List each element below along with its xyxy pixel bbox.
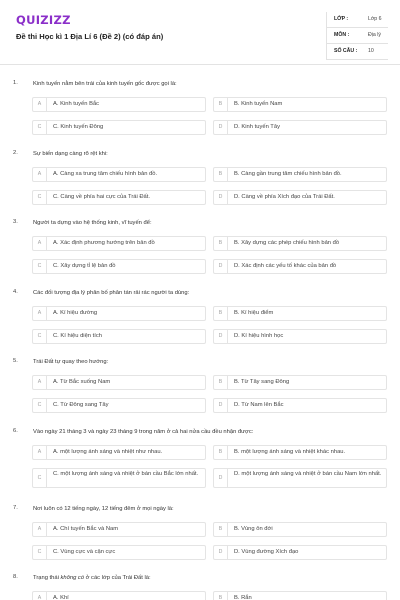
option-c[interactable] bbox=[32, 190, 206, 205]
meta-label: SỐ CÂU : bbox=[334, 48, 358, 54]
quizizz-logo: QUIZIZZ bbox=[16, 13, 71, 27]
option-text: A. một lượng ánh sáng và nhiệt như nhau. bbox=[53, 449, 163, 455]
option-text: C. Càng về phía hai cực của Trái Đất. bbox=[53, 194, 150, 200]
question-8 bbox=[0, 574, 400, 600]
option-letter: C bbox=[33, 260, 47, 273]
option-text: D. Càng về phía Xích đạo của Trái Đất. bbox=[234, 194, 335, 200]
option-b[interactable] bbox=[213, 591, 387, 600]
option-a[interactable] bbox=[32, 236, 206, 251]
option-d[interactable] bbox=[213, 398, 387, 413]
option-letter: D bbox=[214, 399, 228, 412]
option-text: A. Khí bbox=[53, 595, 69, 600]
option-d[interactable] bbox=[213, 259, 387, 274]
option-letter: D bbox=[214, 191, 228, 204]
option-a[interactable] bbox=[32, 97, 206, 112]
option-b[interactable] bbox=[213, 236, 387, 251]
option-letter: B bbox=[214, 307, 228, 320]
question-7 bbox=[0, 505, 400, 575]
option-text: B. Rắn bbox=[234, 595, 252, 600]
option-text: B. Càng gần trung tâm chiếu hình bản đồ. bbox=[234, 171, 342, 177]
option-c[interactable] bbox=[32, 468, 206, 488]
option-b[interactable] bbox=[213, 97, 387, 112]
option-text: C. Kí hiệu diện tích bbox=[53, 333, 102, 339]
question-3 bbox=[0, 219, 400, 289]
option-letter: C bbox=[33, 191, 47, 204]
option-text: D. Vùng đường Xích đạo bbox=[234, 549, 299, 555]
question-number: 2. bbox=[13, 150, 18, 156]
question-number: 7. bbox=[13, 505, 18, 511]
option-letter: D bbox=[214, 121, 228, 134]
option-letter: B bbox=[214, 98, 228, 111]
option-d[interactable] bbox=[213, 120, 387, 135]
option-a[interactable] bbox=[32, 591, 206, 600]
question-number: 4. bbox=[13, 289, 18, 295]
option-text: C. Vùng cực và cận cực bbox=[53, 549, 116, 555]
option-text: B. Vùng ôn đới bbox=[234, 526, 273, 532]
question-text: Trái Đất tự quay theo hướng: bbox=[33, 359, 109, 365]
option-text: A. Xác định phương hướng trên bản đồ bbox=[53, 240, 155, 246]
option-b[interactable] bbox=[213, 375, 387, 390]
option-letter: A bbox=[33, 446, 47, 459]
option-text: A. Càng xa trung tâm chiếu hình bản đồ. bbox=[53, 171, 158, 177]
question-number: 1. bbox=[13, 80, 18, 86]
option-letter: A bbox=[33, 168, 47, 181]
option-a[interactable] bbox=[32, 445, 206, 460]
option-d[interactable] bbox=[213, 468, 387, 488]
option-c[interactable] bbox=[32, 329, 206, 344]
option-b[interactable] bbox=[213, 167, 387, 182]
option-text: B. Kí hiệu điểm bbox=[234, 310, 274, 316]
question-1 bbox=[0, 80, 400, 150]
question-number: 3. bbox=[13, 219, 18, 225]
option-text: D. Từ Nam lên Bắc bbox=[234, 402, 284, 408]
meta-label: LỚP : bbox=[334, 16, 349, 22]
question-text: Kinh tuyến nằm bên trái của kinh tuyến gốc được gọi là: bbox=[33, 81, 177, 87]
option-text: A. Từ Bắc xuống Nam bbox=[53, 379, 111, 385]
option-text: C. một lượng ánh sáng và nhiệt ở bán cầu Bắc lớn nhất. bbox=[53, 471, 199, 477]
option-text: B. Xây dựng các phép chiếu hình bản đồ bbox=[234, 240, 340, 246]
option-text: B. Kinh tuyến Nam bbox=[234, 101, 283, 107]
option-letter: B bbox=[214, 237, 228, 250]
option-letter: B bbox=[214, 592, 228, 600]
page-title: Đề thi Học kì 1 Địa Lí 6 (Đề 2) (có đáp án) bbox=[16, 32, 164, 41]
option-letter: A bbox=[33, 523, 47, 536]
option-letter: B bbox=[214, 168, 228, 181]
question-number: 5. bbox=[13, 358, 18, 364]
question-text: Người ta dựng vào hệ thống kinh, vĩ tuyến để: bbox=[33, 220, 152, 226]
option-letter: C bbox=[33, 121, 47, 134]
meta-label: MÔN : bbox=[334, 32, 350, 38]
option-letter: A bbox=[33, 98, 47, 111]
option-text: B. Từ Tây sang Đông bbox=[234, 379, 290, 385]
option-text: C. Từ Đông sang Tây bbox=[53, 402, 109, 408]
question-text: Nơi luôn có 12 tiếng ngày, 12 tiếng đêm ở mọi ngày là: bbox=[33, 506, 174, 512]
question-5 bbox=[0, 358, 400, 428]
question-text: Vào ngày 21 tháng 3 và ngày 23 tháng 9 trong năm ở cả hai nửa cầu đều nhận được: bbox=[33, 429, 254, 435]
option-letter: B bbox=[214, 376, 228, 389]
question-text: Các đối tượng địa lý phân bố phân tán rải rác người ta dùng: bbox=[33, 290, 190, 296]
question-number: 8. bbox=[13, 574, 18, 580]
option-b[interactable] bbox=[213, 522, 387, 537]
question-text: Trạng thái không có ở các lớp của Trái Đất là: bbox=[33, 575, 151, 581]
option-text: C. Xây dựng tỉ lệ bản đồ bbox=[53, 263, 116, 269]
option-letter: C bbox=[33, 469, 47, 487]
option-b[interactable] bbox=[213, 306, 387, 321]
option-a[interactable] bbox=[32, 522, 206, 537]
quiz-header bbox=[0, 0, 400, 66]
option-letter: B bbox=[214, 523, 228, 536]
meta-value: 10 bbox=[368, 48, 374, 54]
question-6 bbox=[0, 428, 400, 503]
option-letter: C bbox=[33, 399, 47, 412]
question-number: 6. bbox=[13, 428, 18, 434]
option-text: A. Kinh tuyến Bắc bbox=[53, 101, 100, 107]
option-letter: A bbox=[33, 376, 47, 389]
option-b[interactable] bbox=[213, 445, 387, 460]
option-letter: D bbox=[214, 260, 228, 273]
option-letter: A bbox=[33, 237, 47, 250]
header-divider bbox=[0, 64, 400, 65]
option-a[interactable] bbox=[32, 375, 206, 390]
option-letter: D bbox=[214, 330, 228, 343]
option-letter: A bbox=[33, 592, 47, 600]
option-a[interactable] bbox=[32, 306, 206, 321]
option-text: D. Kí hiệu hình học bbox=[234, 333, 284, 339]
option-text: A. Chí tuyến Bắc và Nam bbox=[53, 526, 119, 532]
option-c[interactable] bbox=[32, 120, 206, 135]
option-letter: D bbox=[214, 546, 228, 559]
option-letter: C bbox=[33, 546, 47, 559]
question-text: Sự biến dạng càng rõ rệt khi: bbox=[33, 151, 108, 157]
option-text: B. một lượng ánh sáng và nhiệt khác nhau. bbox=[234, 449, 346, 455]
option-d[interactable] bbox=[213, 190, 387, 205]
option-text: D. Kinh tuyến Tây bbox=[234, 124, 280, 130]
option-d[interactable] bbox=[213, 545, 387, 560]
meta-value: Lớp 6 bbox=[368, 16, 382, 22]
option-letter: B bbox=[214, 446, 228, 459]
question-2 bbox=[0, 150, 400, 220]
option-c[interactable] bbox=[32, 259, 206, 274]
option-text: C. Kinh tuyến Đông bbox=[53, 124, 104, 130]
option-text: A. Kí hiệu đường bbox=[53, 310, 98, 316]
option-c[interactable] bbox=[32, 398, 206, 413]
option-a[interactable] bbox=[32, 167, 206, 182]
option-text: D. một lượng ánh sáng và nhiệt ở bán cầu Nam lớn nhất. bbox=[234, 471, 382, 477]
meta-row-class bbox=[326, 12, 388, 28]
meta-row-subject bbox=[326, 28, 388, 44]
option-letter: D bbox=[214, 469, 228, 487]
option-letter: C bbox=[33, 330, 47, 343]
meta-value: Địa lý bbox=[368, 32, 381, 38]
option-c[interactable] bbox=[32, 545, 206, 560]
question-4 bbox=[0, 289, 400, 359]
option-text: D. Xác định các yếu tố khác của bản đồ bbox=[234, 263, 337, 269]
option-letter: A bbox=[33, 307, 47, 320]
meta-row-count bbox=[326, 44, 388, 60]
option-d[interactable] bbox=[213, 329, 387, 344]
